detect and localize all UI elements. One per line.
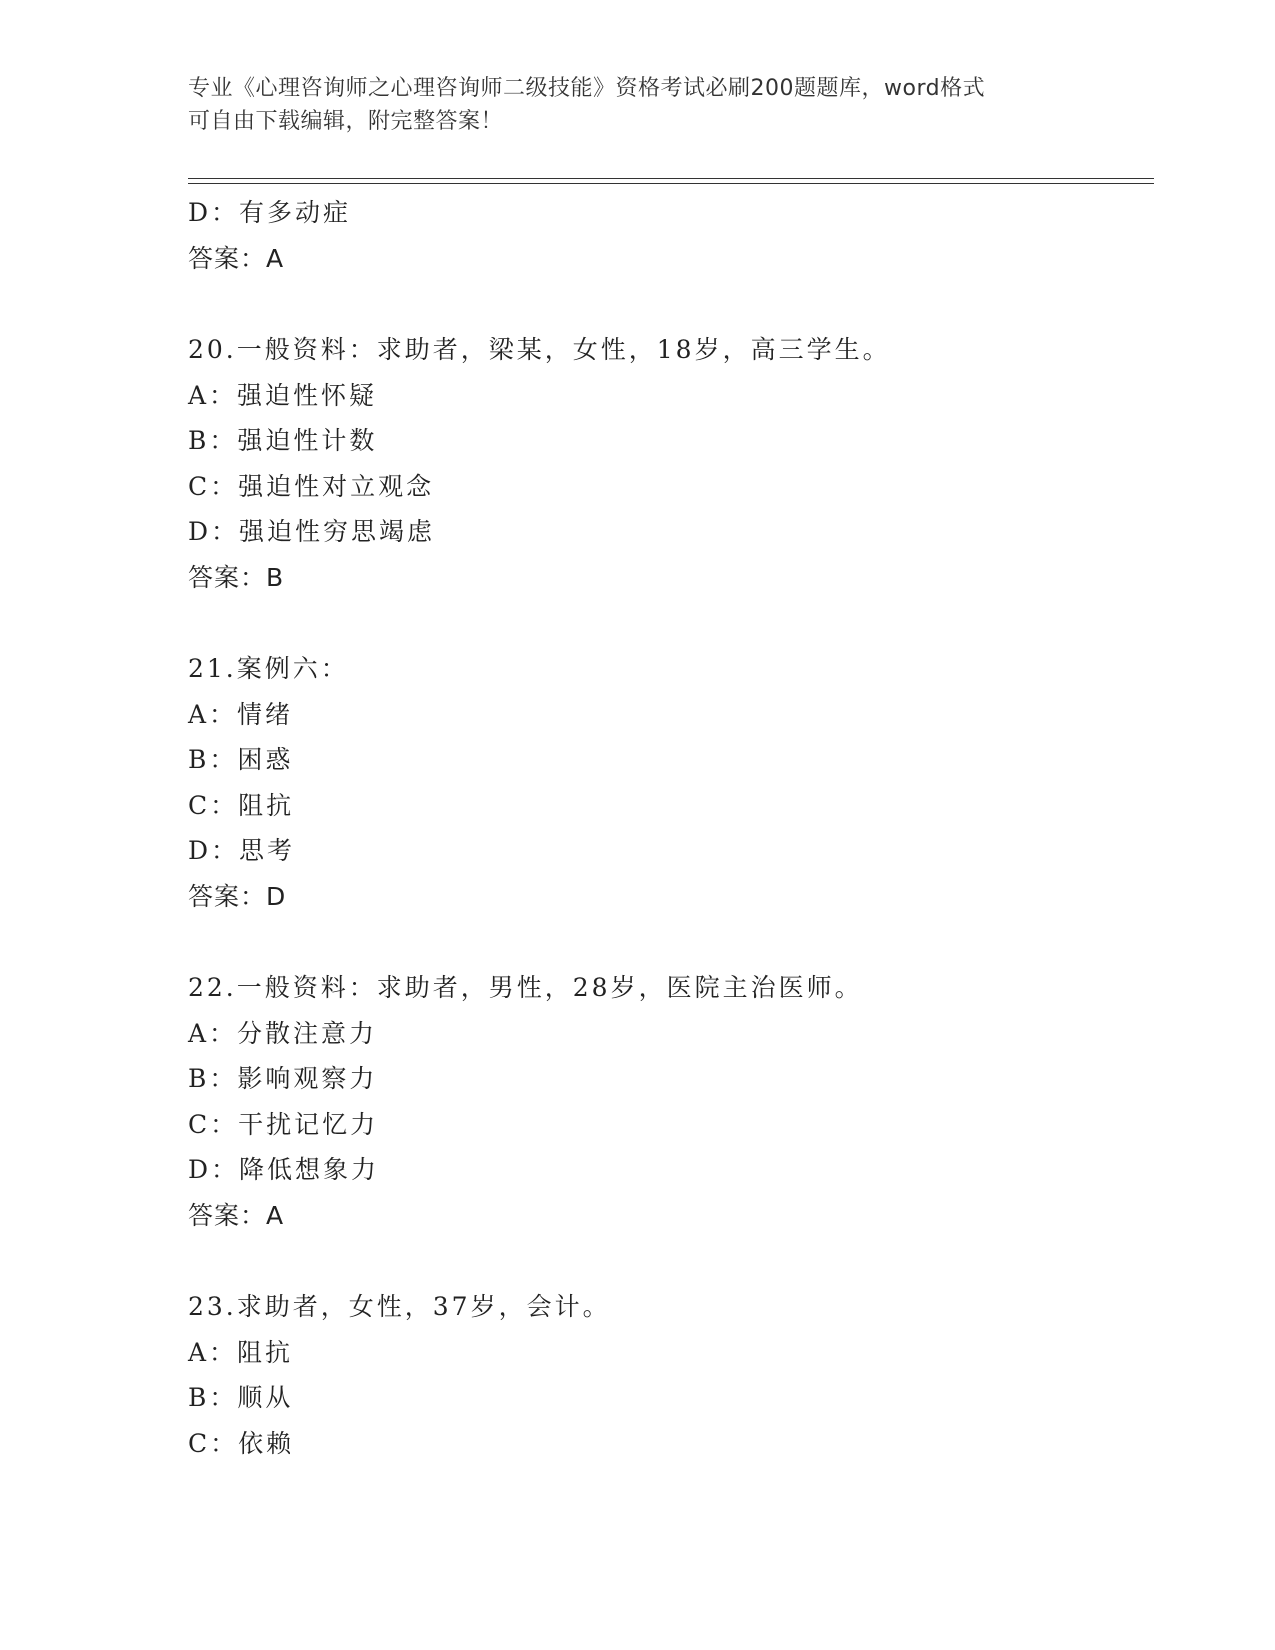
option-d: D：思考 xyxy=(188,836,296,865)
question-23 xyxy=(188,1284,1148,1466)
document-header xyxy=(188,72,1088,138)
option-c: C：干扰记忆力 xyxy=(188,1109,379,1139)
option-c: C：依赖 xyxy=(188,1428,295,1458)
question-stem: 20.一般资料：求助者，梁某，女性，18岁，高三学生。 xyxy=(188,335,891,364)
option-d: D：降低想象力 xyxy=(188,1155,380,1184)
header-rule-bottom xyxy=(188,183,1154,184)
question-20 xyxy=(188,327,1148,600)
option-a: A：情绪 xyxy=(188,699,294,729)
spacer xyxy=(188,1238,1148,1284)
option-b: B：顺从 xyxy=(188,1383,294,1412)
question-stem: 22.一般资料：求助者，男性，28岁，医院主治医师。 xyxy=(188,973,863,1002)
question-21 xyxy=(188,646,1148,919)
option-c: C：强迫性对立观念 xyxy=(188,471,435,501)
header-rule-top xyxy=(188,178,1154,179)
option-b: B：强迫性计数 xyxy=(188,426,378,455)
spacer xyxy=(188,600,1148,646)
option-a: A：阻抗 xyxy=(188,1337,294,1367)
spacer xyxy=(188,281,1148,327)
question-list xyxy=(188,190,1148,1466)
spacer xyxy=(188,919,1148,965)
option-b: B：影响观察力 xyxy=(188,1064,378,1093)
option-d: D：强迫性穷思竭虑 xyxy=(188,517,436,546)
option-a: A：强迫性怀疑 xyxy=(188,380,378,410)
answer: 答案：A xyxy=(188,1200,285,1230)
option-c: C：阻抗 xyxy=(188,790,295,820)
prev-option-d: D：有多动症 xyxy=(188,198,352,227)
prev-answer: 答案：A xyxy=(188,243,285,273)
answer: 答案：D xyxy=(188,881,287,911)
question-stem: 23.求助者，女性，37岁，会计。 xyxy=(188,1292,611,1321)
question-stem: 21.案例六： xyxy=(188,654,349,683)
answer: 答案：B xyxy=(188,562,285,592)
header-line-1: 专业《心理咨询师之心理咨询师二级技能》资格考试必刷200题题库，word格式 xyxy=(188,76,986,101)
header-line-2: 可自由下载编辑，附完整答案！ xyxy=(188,109,504,134)
option-a: A：分散注意力 xyxy=(188,1018,378,1048)
option-b: B：困惑 xyxy=(188,745,294,774)
question-22 xyxy=(188,965,1148,1238)
